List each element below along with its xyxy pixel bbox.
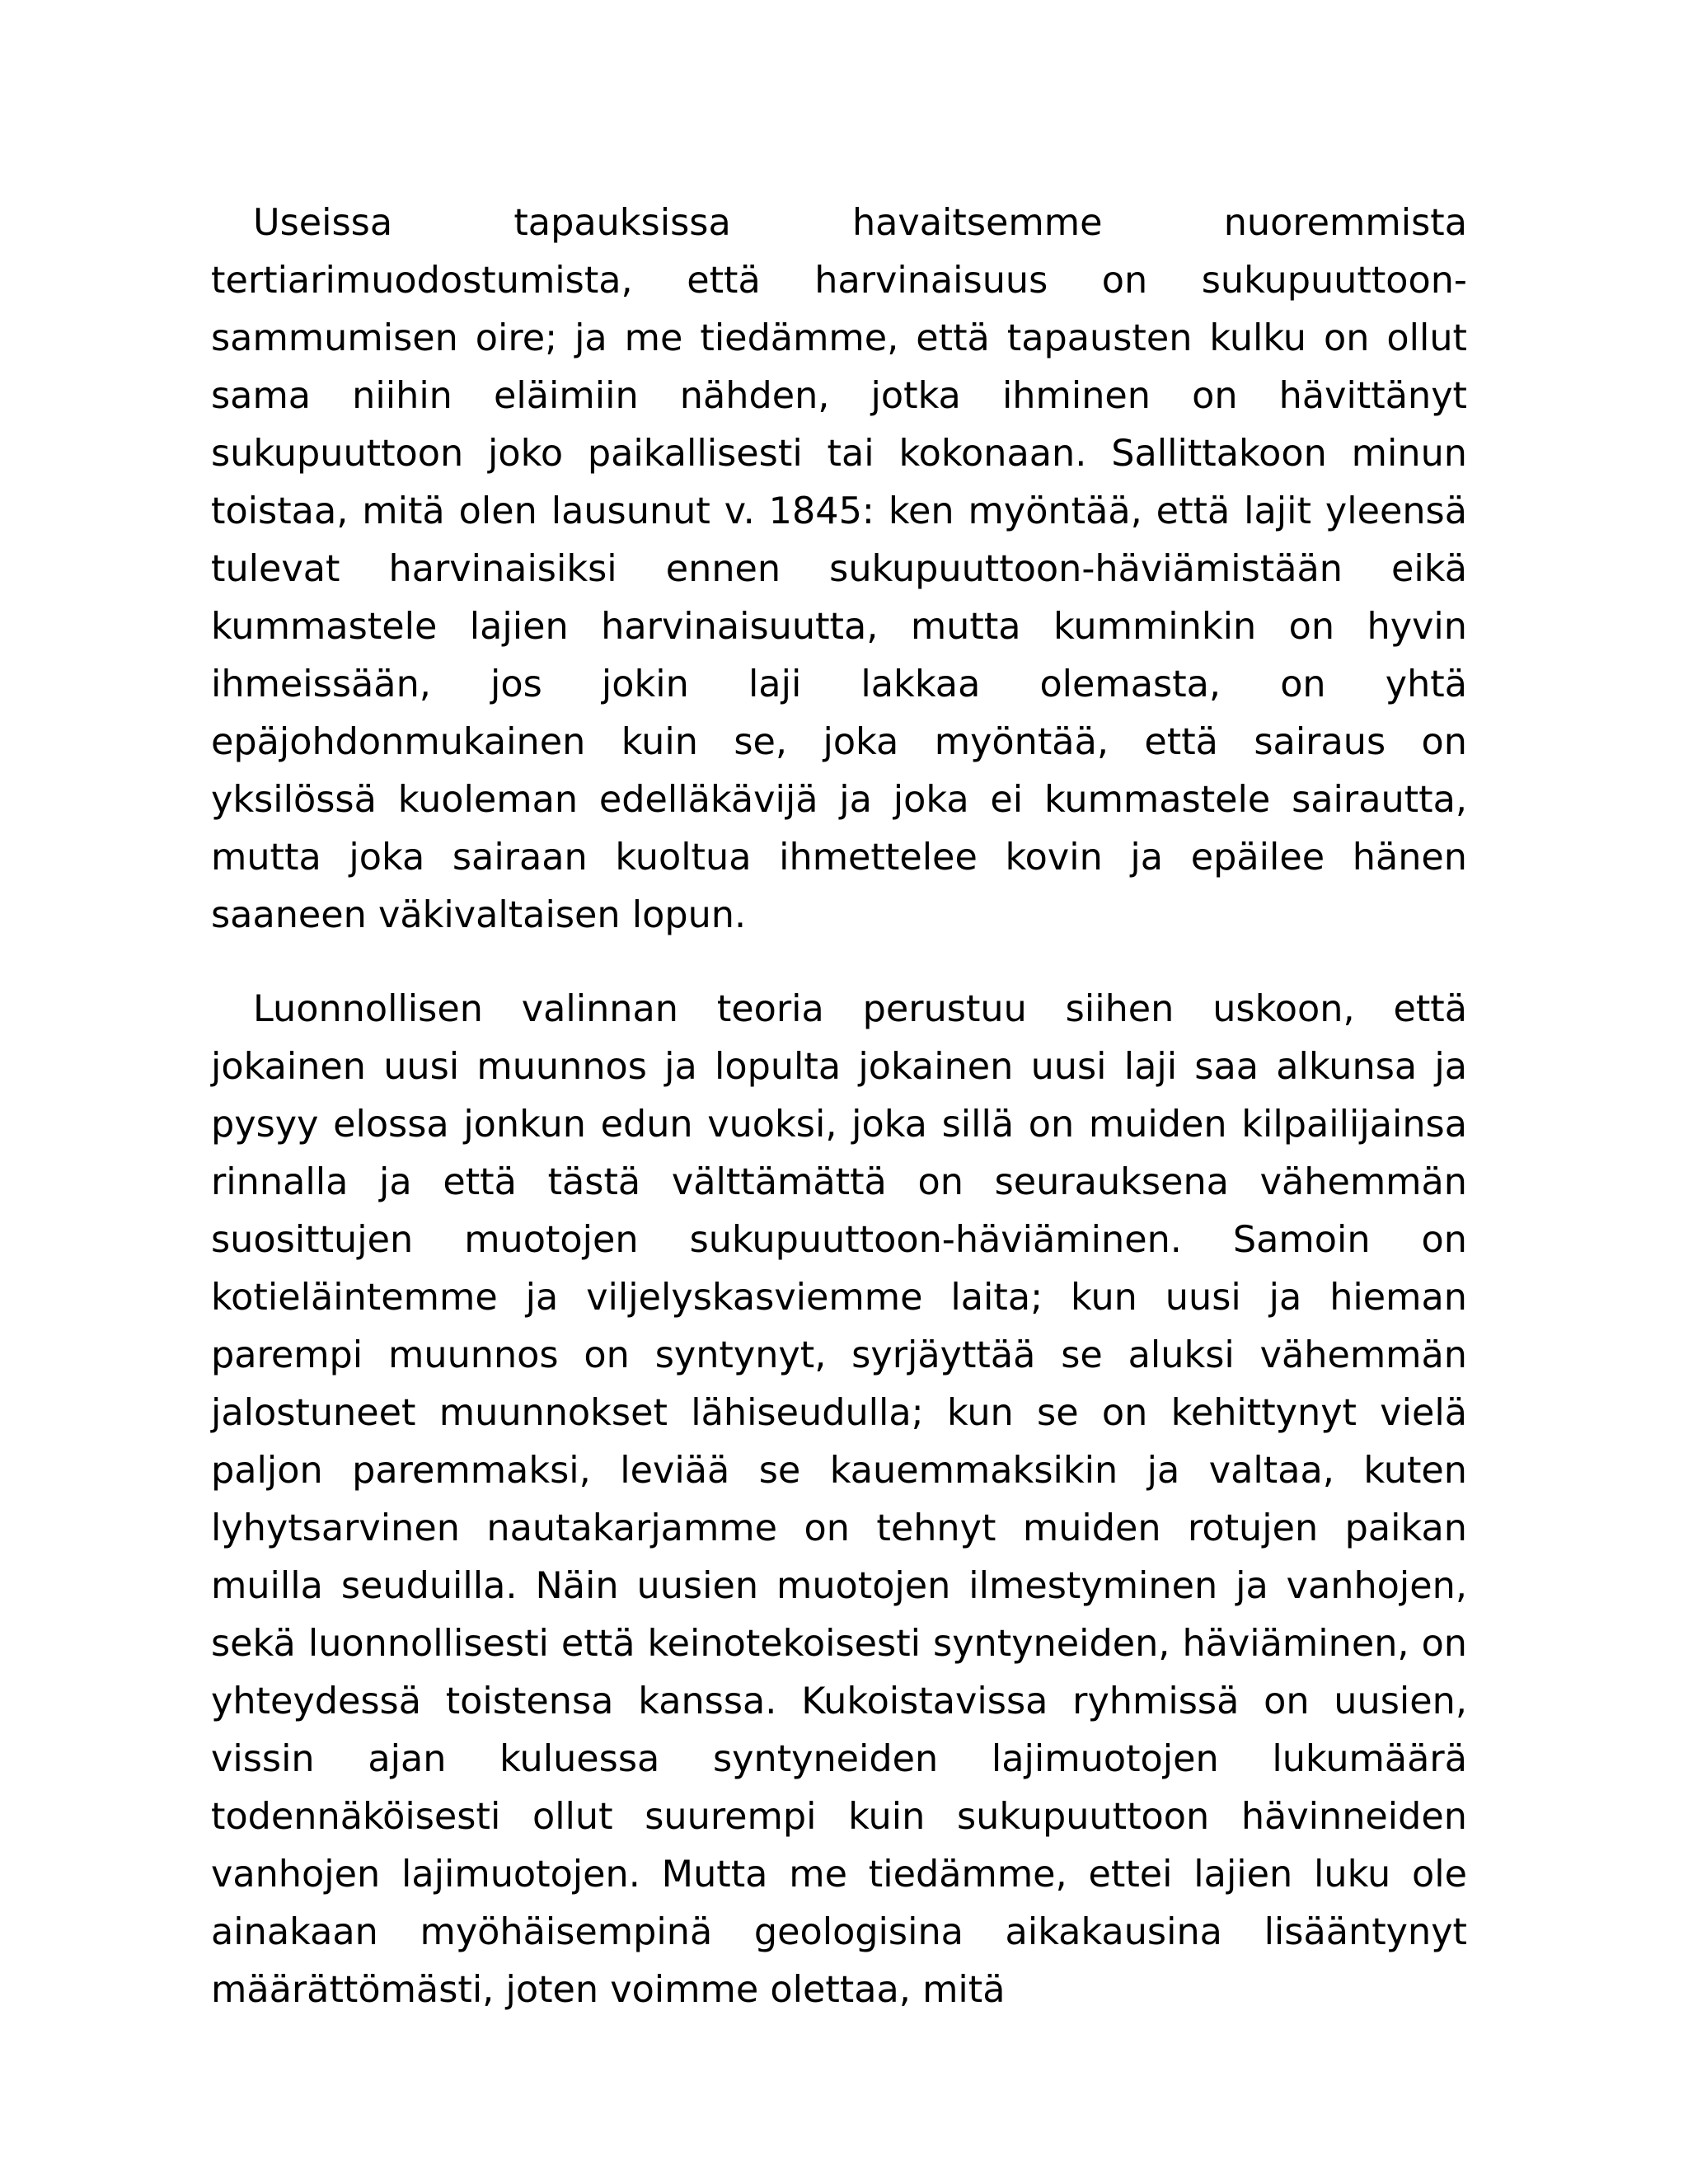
paragraph-1: Useissa tapauksissa havaitsemme nuoremmista tertiarimuodostumista, että harvinaisuus on sukupuuttoon-sammumisen oire; ja me tiedämme, että tapausten kulku on ollut sama niihin eläimiin nähden, jotka ihminen on hävittänyt sukupuuttoon joko paikallisesti tai kokonaan. Sallittakoon minun toistaa, mitä olen lausunut v. 1845: ken myöntää, että lajit yleensä tulevat harvinaisiksi ennen sukupuuttoon-häviämistään eikä kummastele lajien harvinaisuutta, mutta kumminkin on hyvin ihmeissään, jos jokin laji lakkaa olemasta, on yhtä epäjohdonmukainen kuin se, joka myöntää, että sairaus on yksilössä kuoleman edelläkävijä ja joka ei kummastele sairautta, mutta joka sairaan kuoltua ihmettelee kovin ja epäilee hänen saaneen väkivaltaisen lopun.	[211, 202, 1467, 936]
body-text	[211, 194, 1467, 2019]
paragraph-2: Luonnollisen valinnan teoria perustuu siihen uskoon, että jokainen uusi muunnos ja lopulta jokainen uusi laji saa alkunsa ja pysyy elossa jonkun edun vuoksi, joka sillä on muiden kilpailijainsa rinnalla ja että tästä välttämättä on seurauksena vähemmän suosittujen muotojen sukupuuttoon-häviäminen. Samoin on kotieläintemme ja viljelyskasviemme laita; kun uusi ja hieman parempi muunnos on syntynyt, syrjäyttää se aluksi vähemmän jalostuneet muunnokset lähiseudulla; kun se on kehittynyt vielä paljon paremmaksi, leviää se kauemmaksikin ja valtaa, kuten lyhytsarvinen nautakarjamme on tehnyt muiden rotujen paikan muilla seuduilla. Näin uusien muotojen ilmestyminen ja vanhojen, sekä luonnollisesti että keinotekoisesti syntyneiden, häviäminen, on yhteydessä toistensa kanssa. Kukoistavissa ryhmissä on uusien, vissin ajan kuluessa syntyneiden lajimuotojen lukumäärä todennäköisesti ollut suurempi kuin sukupuuttoon hävinneiden vanhojen lajimuotojen. Mutta me tiedämme, ettei lajien luku ole ainakaan myöhäisempinä geologisina aikakausina lisääntynyt määrättömästi, joten voimme olettaa, mitä	[211, 988, 1467, 2011]
